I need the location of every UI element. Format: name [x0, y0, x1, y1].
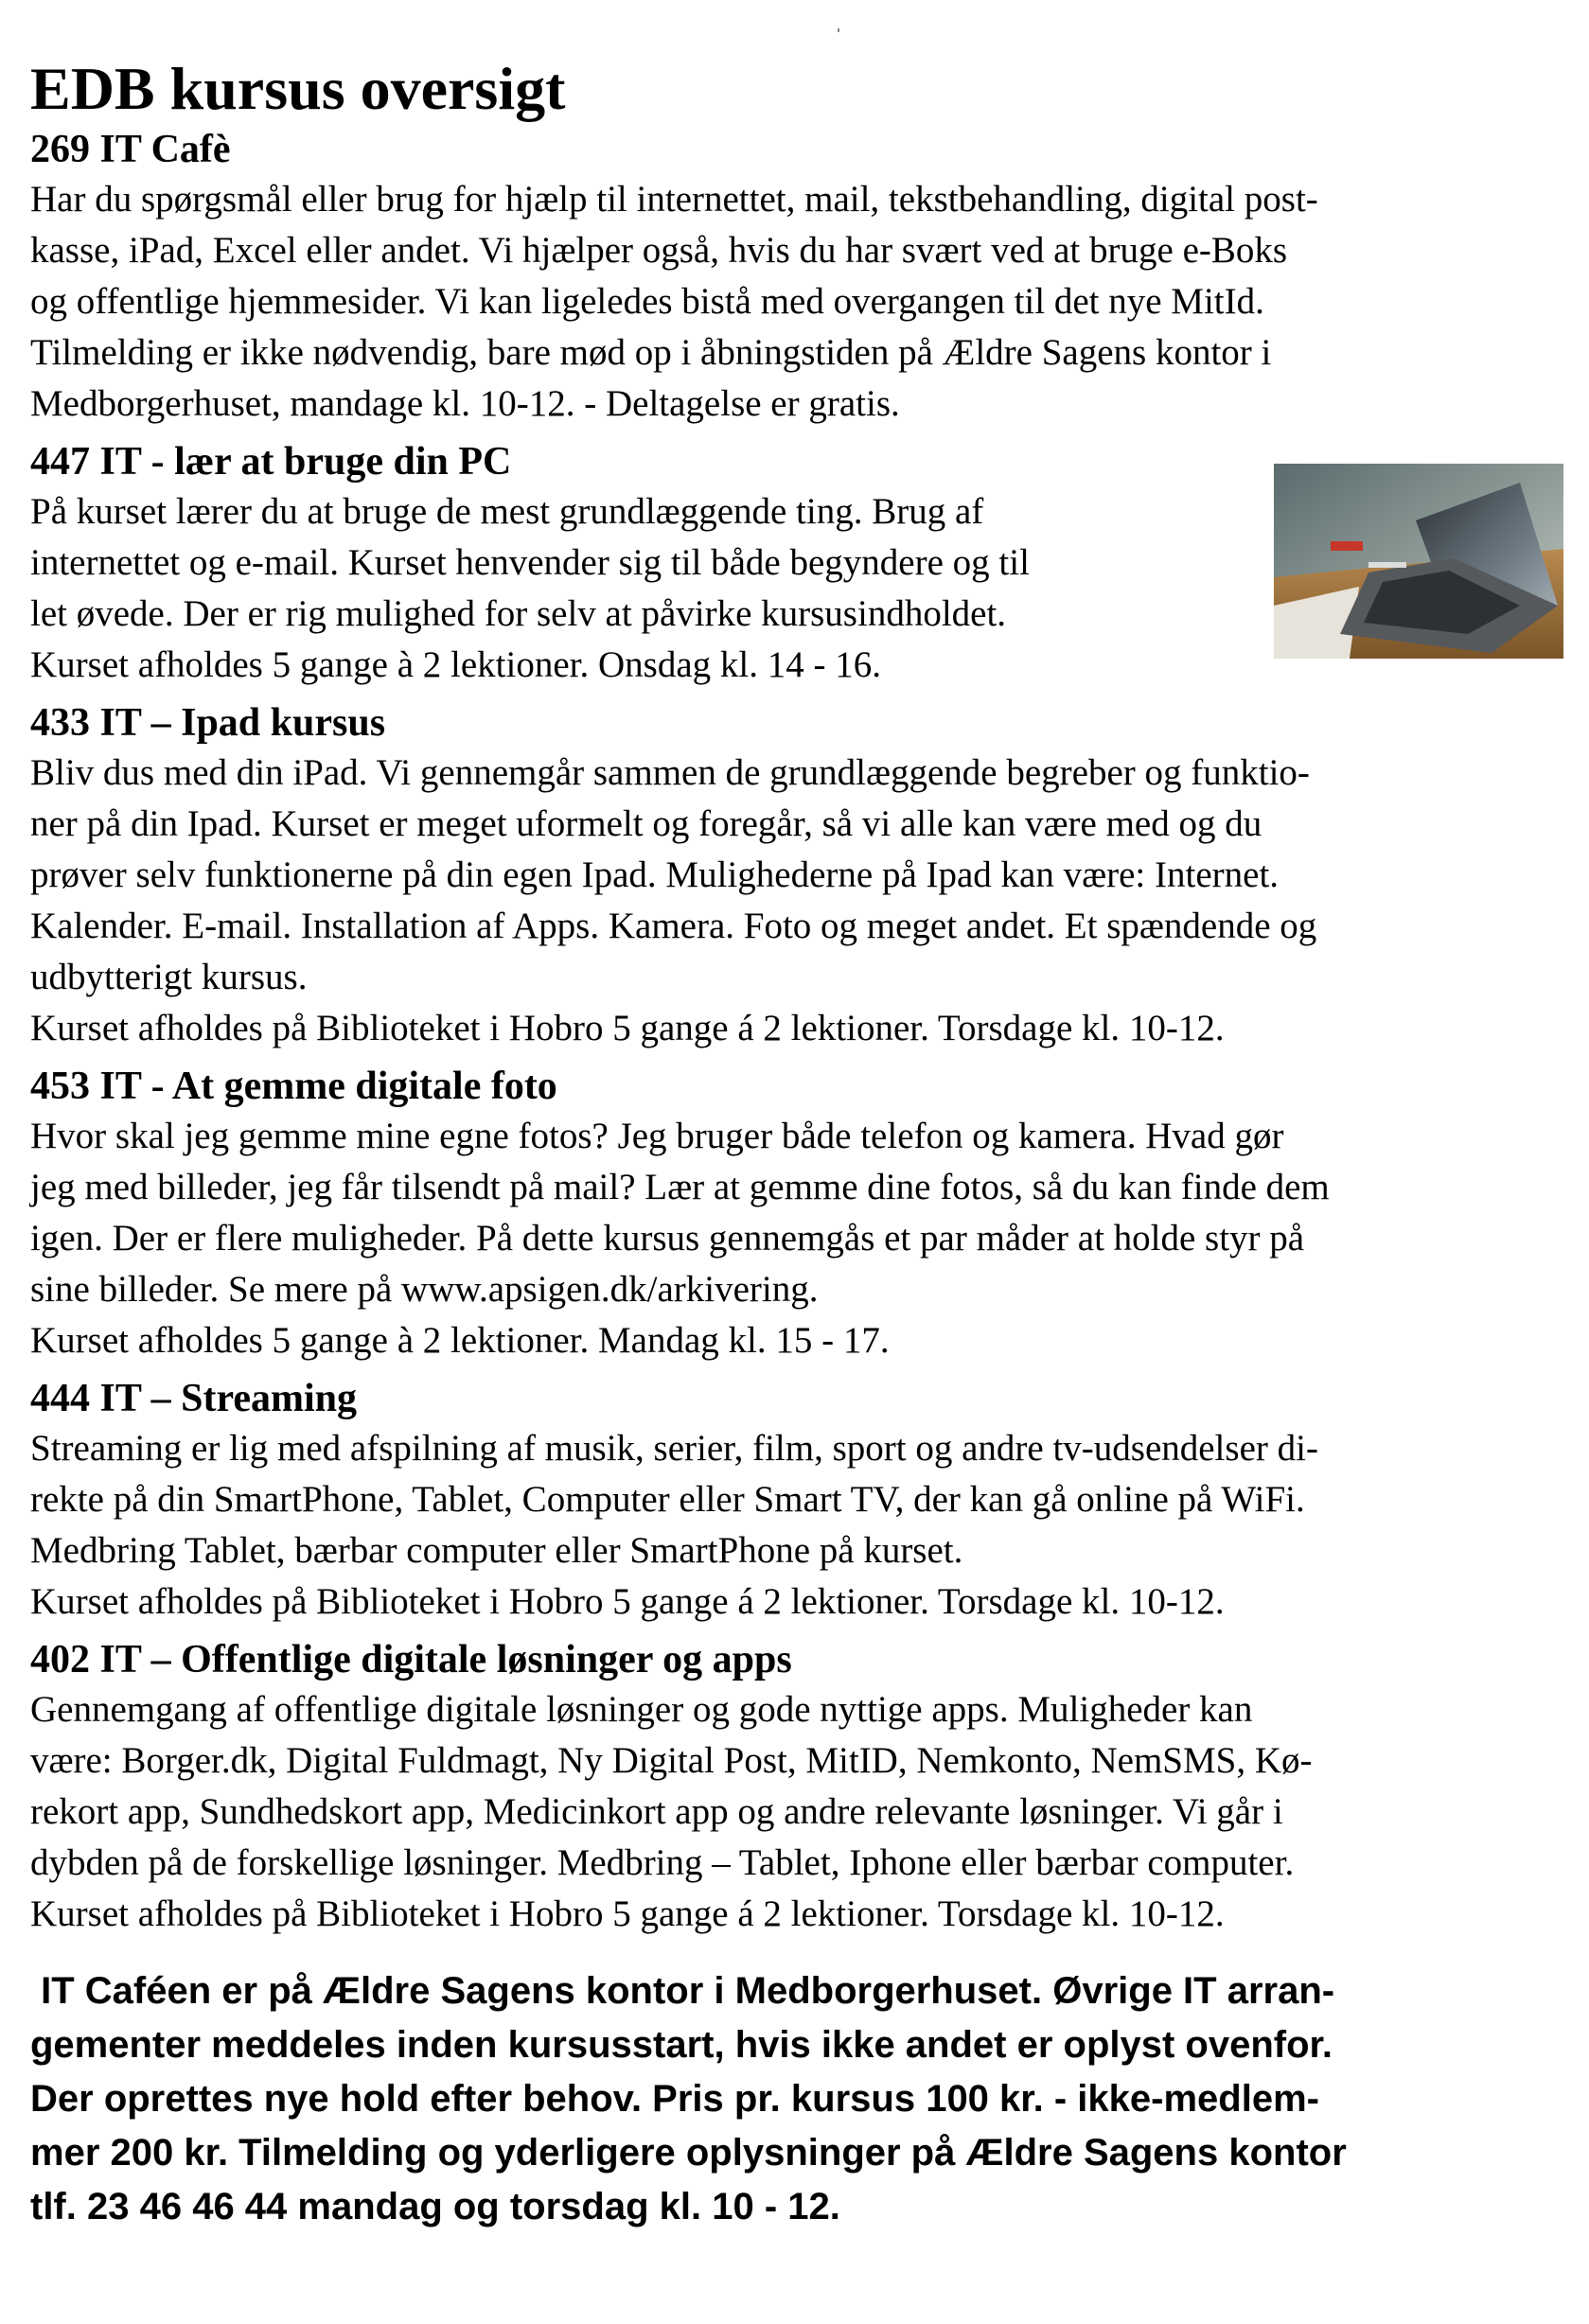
footer-line: IT Caféen er på Ældre Sagens kontor i Medborgerhuset. Øvrige IT arran- [30, 1970, 1335, 2012]
course-title: 447 IT - lær at bruge din PC [30, 440, 512, 484]
course-description [30, 1111, 1563, 1366]
course-269 [30, 125, 1563, 430]
footer-line: gementer meddeles inden kursusstart, hvis ikke andet er oplyst ovenfor. [30, 2024, 1333, 2066]
scan-mark [838, 28, 839, 32]
text-line: Medbring Tablet, bærbar computer eller SmartPhone på kurset. [30, 1530, 963, 1571]
text-line: og offentlige hjemmesider. Vi kan ligeledes bistå med overgangen til det nye MitId. [30, 281, 1264, 322]
course-433 [30, 698, 1563, 1054]
footer-line: mer 200 kr. Tilmelding og yderligere oplysninger på Ældre Sagens kontor [30, 2132, 1347, 2174]
laptop-illustration [1274, 464, 1563, 659]
course-444 [30, 1374, 1563, 1628]
course-title: 269 IT Cafè [30, 128, 231, 171]
course-title: 444 IT – Streaming [30, 1377, 357, 1420]
text-line: Kalender. E-mail. Installation af Apps. Kamera. Foto og meget andet. Et spændende og [30, 906, 1317, 946]
text-line: prøver selv funktionerne på din egen Ipad. Mulighederne på Ipad kan være: Internet. [30, 854, 1280, 895]
page-title: EDB kursus oversigt [30, 55, 566, 122]
text-line: rekort app, Sundhedskort app, Medicinkort app og andre relevante løsninger. Vi går i [30, 1791, 1283, 1832]
text-line: rekte på din SmartPhone, Tablet, Computer eller Smart TV, der kan gå online på WiFi. [30, 1479, 1305, 1520]
text-line: Hvor skal jeg gemme mine egne fotos? Jeg bruger både telefon og kamera. Hvad gør [30, 1116, 1284, 1156]
text-line: Streaming er lig med afspilning af musik, serier, film, sport og andre tv-udsendelser di- [30, 1428, 1318, 1469]
text-line: Medborgerhuset, mandage kl. 10-12. - Deltagelse er gratis. [30, 383, 900, 424]
text-line: let øvede. Der er rig mulighed for selv at påvirke kursusindholdet. [30, 593, 1007, 634]
course-description [30, 1423, 1563, 1628]
footer-note [30, 1964, 1563, 2234]
text-line: Tilmelding er ikke nødvendig, bare mød op i åbningstiden på Ældre Sagens kontor i [30, 332, 1272, 373]
text-line: dybden på de forskellige løsninger. Medbring – Tablet, Iphone eller bærbar computer. [30, 1842, 1295, 1883]
text-line: Kurset afholdes 5 gange à 2 lektioner. Onsdag kl. 14 - 16. [30, 644, 881, 685]
text-line: Kurset afholdes på Biblioteket i Hobro 5 gange á 2 lektioner. Torsdage kl. 10-12. [30, 1581, 1225, 1622]
text-line: kasse, iPad, Excel eller andet. Vi hjælper også, hvis du har svært ved at bruge e-Boks [30, 230, 1288, 271]
course-title: 453 IT - At gemme digitale foto [30, 1065, 557, 1108]
text-line: jeg med billeder, jeg får tilsendt på mail? Lær at gemme dine fotos, så du kan finde dem [30, 1167, 1330, 1207]
course-description [30, 748, 1563, 1054]
course-453 [30, 1062, 1563, 1366]
course-title: 402 IT – Offentlige digitale løsninger og apps [30, 1638, 792, 1681]
course-description [30, 1684, 1563, 1940]
text-line: På kurset lærer du at bruge de mest grundlæggende ting. Brug af [30, 491, 984, 532]
text-line: udbytterigt kursus. [30, 957, 308, 997]
text-line: Har du spørgsmål eller brug for hjælp til internettet, mail, tekstbehandling, digital post- [30, 179, 1318, 220]
text-line: Kurset afholdes 5 gange à 2 lektioner. Mandag kl. 15 - 17. [30, 1320, 890, 1361]
text-line: ner på din Ipad. Kurset er meget uformelt og foregår, så vi alle kan være med og du [30, 803, 1262, 844]
footer-line: tlf. 23 46 46 44 mandag og torsdag kl. 10 - 12. [30, 2186, 840, 2227]
document-page [30, 55, 1563, 2234]
course-title: 433 IT – Ipad kursus [30, 701, 386, 745]
text-line: sine billeder. Se mere på www.apsigen.dk/arkivering. [30, 1269, 819, 1310]
text-line: igen. Der er flere muligheder. På dette kursus gennemgås et par måder at holde styr på [30, 1218, 1305, 1259]
footer-line: Der oprettes nye hold efter behov. Pris pr. kursus 100 kr. - ikke-medlem- [30, 2078, 1319, 2120]
text-line: være: Borger.dk, Digital Fuldmagt, Ny Digital Post, MitID, Nemkonto, NemSMS, Kø- [30, 1740, 1313, 1781]
text-line: internettet og e-mail. Kurset henvender sig til både begyndere og til [30, 542, 1030, 583]
text-line: Gennemgang af offentlige digitale løsninger og gode nyttige apps. Muligheder kan [30, 1689, 1253, 1730]
course-description [30, 174, 1563, 430]
text-line: Kurset afholdes på Biblioteket i Hobro 5 gange á 2 lektioner. Torsdage kl. 10-12. [30, 1008, 1225, 1048]
text-line: Kurset afholdes på Biblioteket i Hobro 5 gange á 2 lektioner. Torsdage kl. 10-12. [30, 1893, 1225, 1934]
text-line: Bliv dus med din iPad. Vi gennemgår sammen de grundlæggende begreber og funktio- [30, 752, 1310, 793]
laptop-photo [1274, 464, 1563, 659]
course-402 [30, 1635, 1563, 1940]
